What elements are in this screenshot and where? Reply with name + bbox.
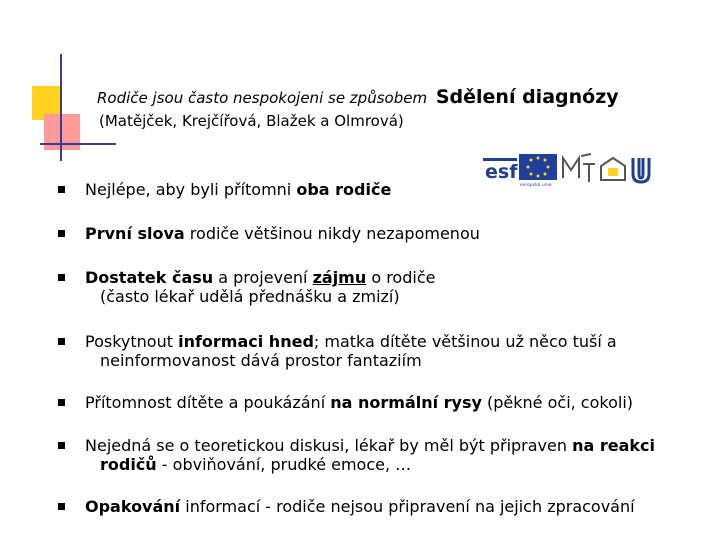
decor-horizontal-line — [40, 143, 116, 145]
bullet-text: Dostatek času a projevení zájmu o rodiče (často lékař udělá přednášku a zmizí) — [85, 268, 436, 306]
bullet-text: První slova rodiče většinou nikdy nezapomenou — [85, 224, 480, 243]
bullet-text: Opakování informací - rodiče nejsou připravení na jejich zpracování — [85, 497, 635, 516]
bullet-text: Nejedná se o teoretickou diskusi, lékař by měl být připraven na reakci rodičů - obviňování, prudké emoce, … — [85, 436, 655, 474]
bullet-marker — [58, 399, 65, 406]
bullet-marker — [58, 186, 65, 193]
house-logo-icon — [601, 158, 625, 180]
bullet-item — [58, 224, 698, 243]
title-intro: Rodiče jsou často nespokojeni se způsobem — [97, 89, 428, 107]
msmt-logo-icon — [563, 154, 595, 182]
title-authors: (Matějček, Krejčířová, Blažek a Olmrová) — [99, 112, 404, 130]
bullet-item — [58, 332, 698, 370]
bullet-item — [58, 393, 698, 412]
title-main: Sdělení diagnózy — [435, 86, 619, 108]
bullet-text: Přítomnost dítěte a poukázání na normální rysy (pěkné oči, cokoli) — [85, 393, 634, 412]
bullet-item — [58, 436, 698, 474]
bullet-marker — [58, 338, 65, 345]
bullet-text: Poskytnout informaci hned; matka dítěte většinou už něco tuší a neinformovanost dává prostor fantaziím — [85, 332, 617, 370]
bullet-marker — [58, 274, 65, 281]
mu-logo-icon — [633, 158, 649, 182]
bullet-marker — [58, 503, 65, 510]
bullet-item — [58, 497, 698, 516]
eu-caption: evropská unie — [520, 183, 552, 188]
bullet-item — [58, 180, 698, 199]
bullet-text: Nejlépe, aby byli přítomni oba rodiče — [85, 180, 392, 199]
bullet-item — [58, 268, 698, 306]
bullet-marker — [58, 442, 65, 449]
esf-text: esf — [485, 161, 518, 183]
slide-title — [97, 86, 619, 108]
bullet-marker — [58, 230, 65, 237]
